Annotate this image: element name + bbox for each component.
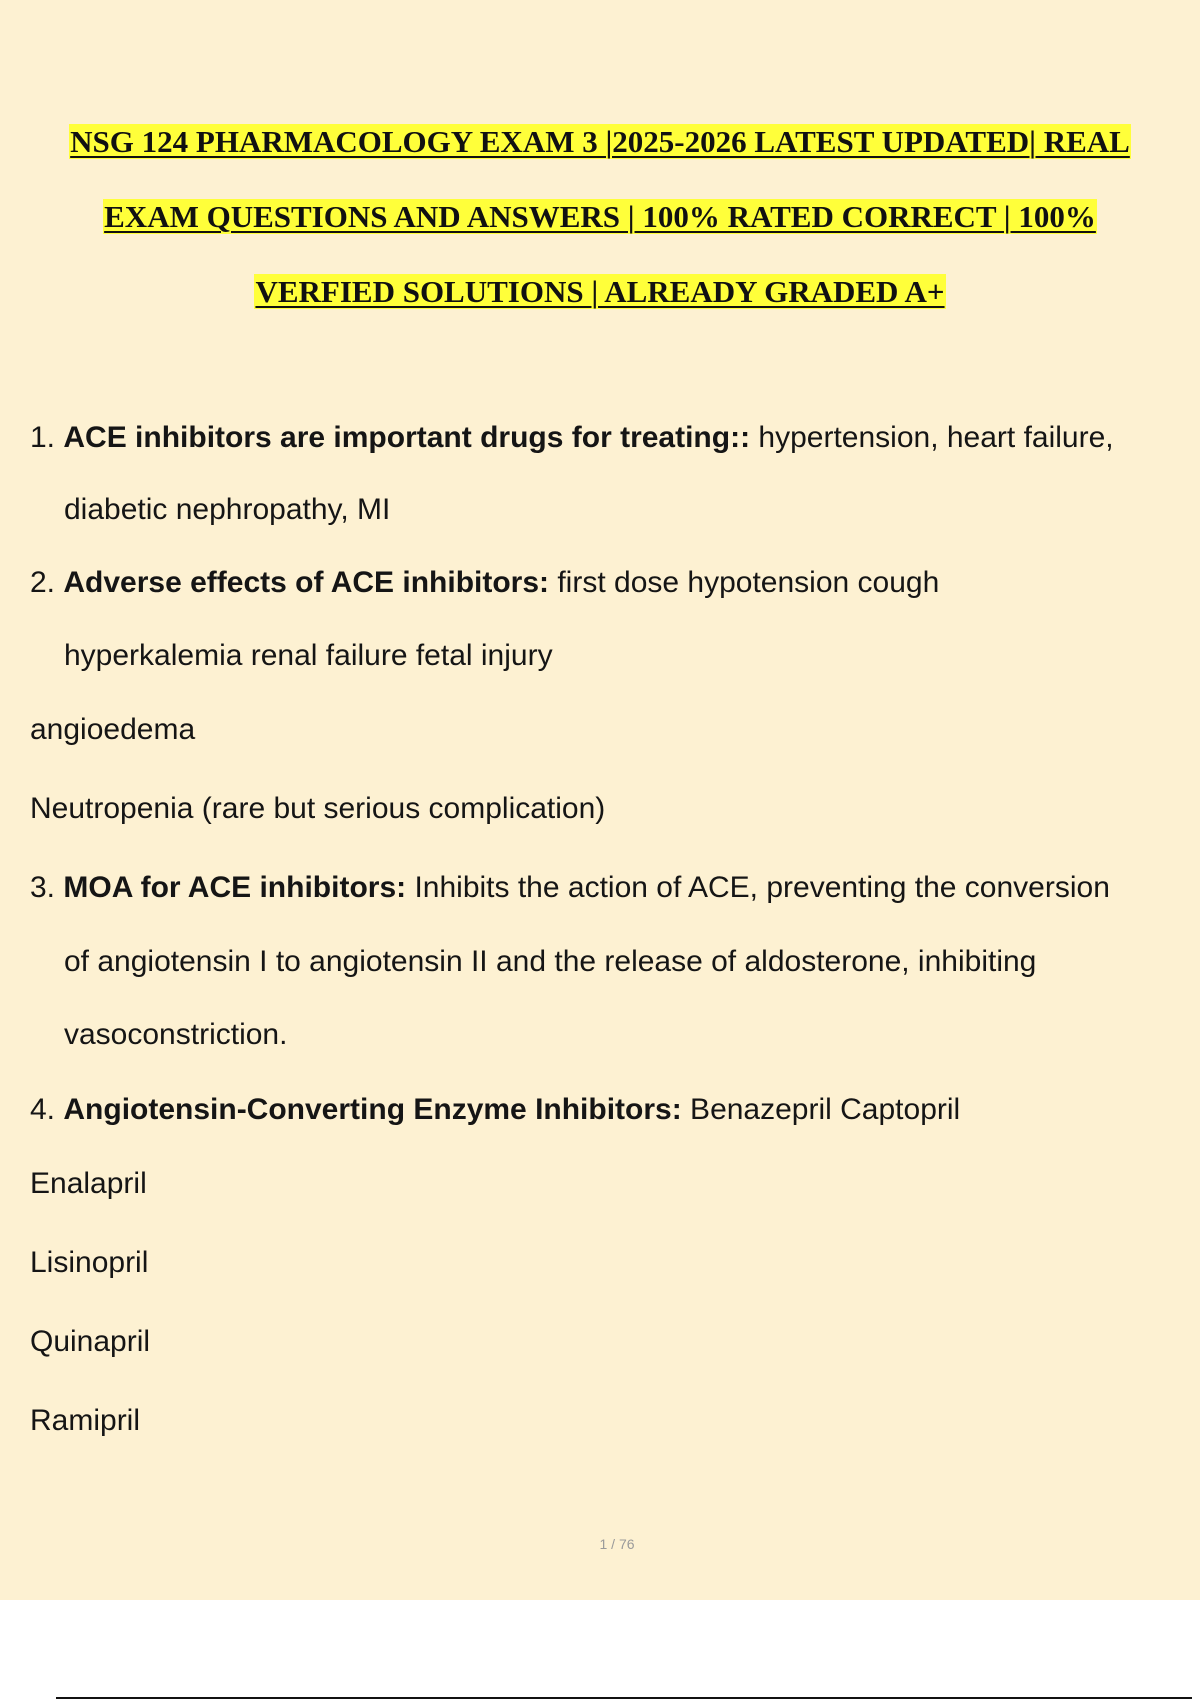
answer-2-extra-1: angioedema [30, 713, 196, 746]
answer-3-line-1: Inhibits the action of ACE, preventing the conversion [406, 871, 1110, 904]
answer-2-extra-2: Neutropenia (rare but serious complication) [30, 792, 606, 825]
answer-2-line-1: first dose hypotension cough [549, 566, 940, 599]
list-item-3: 3. MOA for ACE inhibitors: Inhibits the action of ACE, preventing the conversion [30, 871, 1110, 904]
question-1: ACE inhibitors are important drugs for treating:: [63, 421, 751, 454]
list-item-1: 1. ACE inhibitors are important drugs for treating:: hypertension, heart failure, [30, 421, 1114, 454]
answer-4-line-1: Benazepril Captopril [681, 1093, 961, 1126]
answer-3-line-3: vasoconstriction. [64, 1018, 288, 1051]
title-line-2: EXAM QUESTIONS AND ANSWERS | 100% RATED CORRECT | 100% [104, 199, 1096, 234]
list-item-2: 2. Adverse effects of ACE inhibitors: first dose hypotension cough [30, 566, 940, 599]
answer-3-line-2: of angiotensin I to angiotensin II and the release of aldosterone, inhibiting [64, 945, 1037, 978]
title-line-1: NSG 124 PHARMACOLOGY EXAM 3 |2025-2026 LATEST UPDATED| REAL [70, 124, 1130, 159]
question-2: Adverse effects of ACE inhibitors: [63, 566, 550, 599]
drug-lisinopril: Lisinopril [30, 1246, 149, 1279]
drug-quinapril: Quinapril [30, 1325, 151, 1358]
title-line-3: VERFIED SOLUTIONS | ALREADY GRADED A+ [255, 274, 945, 309]
question-4: Angiotensin-Converting Enzyme Inhibitors: [63, 1093, 682, 1126]
drug-ramipril: Ramipril [30, 1404, 141, 1437]
question-3: MOA for ACE inhibitors: [63, 871, 407, 904]
next-page-rule [56, 1697, 1192, 1699]
drug-enalapril: Enalapril [30, 1167, 147, 1200]
answer-2-line-2: hyperkalemia renal failure fetal injury [64, 639, 553, 672]
page-indicator: 1 / 76 [599, 1536, 635, 1552]
answer-1-line-2: diabetic nephropathy, MI [64, 493, 391, 526]
document-title [0, 112, 1200, 337]
answer-1-line-1: hypertension, heart failure, [750, 421, 1114, 454]
list-item-4: 4. Angiotensin-Converting Enzyme Inhibitors: Benazepril Captopril [30, 1093, 961, 1126]
